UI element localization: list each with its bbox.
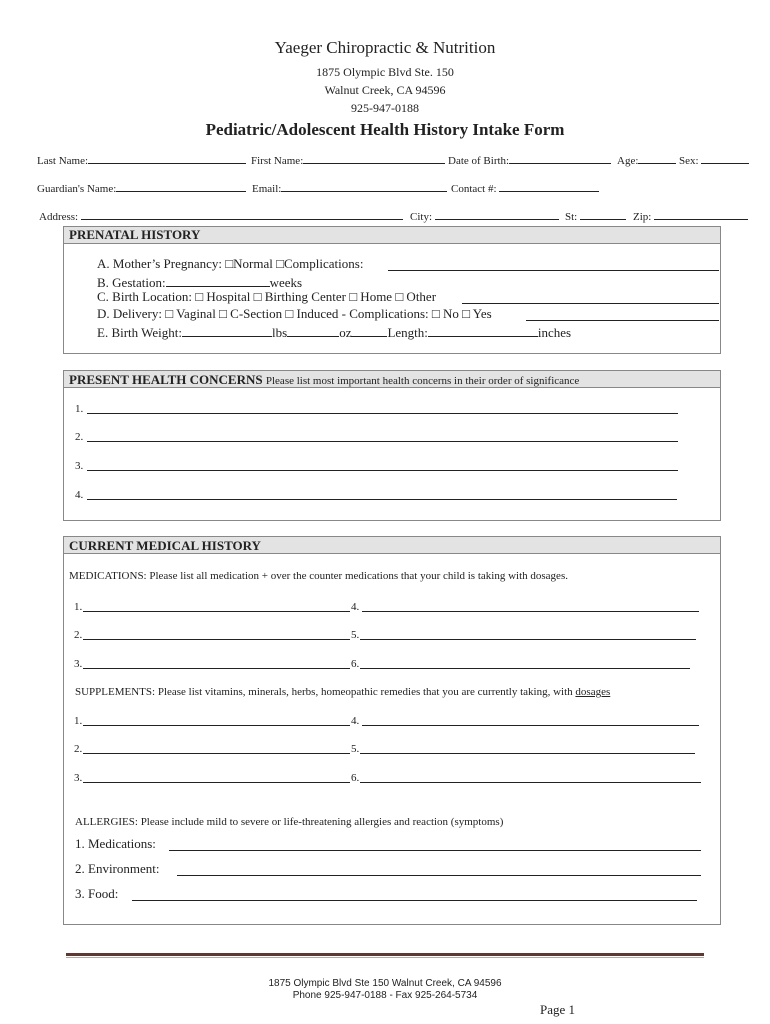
- form-title: Pediatric/Adolescent Health History Intake Form: [205, 120, 565, 139]
- medication-4-line[interactable]: [362, 611, 699, 612]
- practice-address-line1: 1875 Olympic Blvd Ste. 150: [316, 65, 454, 79]
- allergy-food-line[interactable]: [132, 900, 697, 901]
- medication-number: 4.: [351, 601, 360, 613]
- medication-number: 2.: [74, 629, 83, 641]
- practice-name: Yaeger Chiropractic & Nutrition: [274, 38, 496, 57]
- sex-label: Sex:: [679, 155, 699, 167]
- health-concerns-title: [69, 372, 579, 388]
- last-name-field[interactable]: [37, 153, 246, 167]
- supplements-dosages: dosages: [575, 686, 611, 698]
- supplements-note-text: SUPPLEMENTS: Please list vitamins, minerals, herbs, homeopathic remedies that you are currently taking, with: [75, 686, 573, 698]
- supplement-5-line[interactable]: [360, 753, 695, 754]
- inches-label: inches: [537, 325, 572, 340]
- age-label: Age:: [617, 155, 639, 167]
- zip-field[interactable]: [633, 209, 748, 223]
- dob-label: Date of Birth:: [448, 155, 510, 167]
- birth-weight-label: E. Birth Weight:: [97, 325, 183, 340]
- contact-label: Contact #:: [451, 183, 497, 195]
- lbs-label: lbs: [272, 325, 288, 340]
- concern-number: 2.: [75, 431, 84, 443]
- health-concerns-subtitle: Please list most important health concerns in their order of significance: [265, 375, 580, 387]
- supplement-number: 4.: [351, 715, 360, 727]
- birth-location-other-line[interactable]: [462, 303, 719, 304]
- allergy-food-label: 3. Food:: [75, 886, 119, 901]
- page-number: Page 1: [540, 1002, 576, 1017]
- birth-location-row[interactable]: C. Birth Location: □ Hospital □ Birthing Center □ Home □ Other: [97, 289, 437, 304]
- medication-5-line[interactable]: [360, 639, 696, 640]
- state-label: St:: [565, 211, 578, 223]
- practice-address-line2: Walnut Creek, CA 94596: [324, 83, 446, 97]
- supplement-1-line[interactable]: [83, 725, 350, 726]
- delivery-row[interactable]: D. Delivery: □ Vaginal □ C-Section □ Induced - Complications: □ No □ Yes: [97, 306, 492, 321]
- supplement-2-line[interactable]: [83, 753, 350, 754]
- supplement-number: 3.: [74, 772, 83, 784]
- address-label: Address:: [39, 211, 79, 223]
- supplement-number: 6.: [351, 772, 360, 784]
- email-label: Email:: [252, 183, 282, 195]
- concern-number: 3.: [75, 460, 84, 472]
- allergy-medications-label: 1. Medications:: [75, 836, 156, 851]
- concern-4-line[interactable]: [87, 499, 677, 500]
- practice-phone: 925-947-0188: [351, 101, 419, 115]
- concern-1-line[interactable]: [87, 413, 678, 414]
- supplement-number: 5.: [351, 743, 360, 755]
- city-label: City:: [410, 211, 433, 223]
- guardian-label: Guardian's Name:: [37, 183, 117, 195]
- medication-number: 5.: [351, 629, 360, 641]
- allergy-environment-label: 2. Environment:: [75, 861, 160, 876]
- email-field[interactable]: [252, 181, 447, 195]
- state-field[interactable]: [565, 209, 626, 223]
- concern-3-line[interactable]: [87, 470, 678, 471]
- concern-2-line[interactable]: [87, 441, 678, 442]
- medication-6-line[interactable]: [360, 668, 690, 669]
- sex-field[interactable]: [679, 153, 749, 167]
- concern-number: 4.: [75, 489, 84, 501]
- birth-weight-row[interactable]: [97, 325, 571, 341]
- medications-note: MEDICATIONS: Please list all medication + over the counter medications that your child is taking with dosages.: [69, 570, 568, 582]
- medication-number: 1.: [74, 601, 83, 613]
- medical-history-section: [63, 536, 721, 925]
- normal-checkbox[interactable]: □: [225, 256, 234, 271]
- medication-1-line[interactable]: [83, 611, 350, 612]
- dob-field[interactable]: [448, 153, 611, 167]
- last-name-label: Last Name:: [37, 155, 89, 167]
- complications-label: Complications:: [283, 256, 364, 271]
- medication-3-line[interactable]: [83, 668, 350, 669]
- gestation-label: B. Gestation:: [97, 275, 166, 290]
- footer-rule-shadow: [66, 957, 704, 958]
- length-label: Length:: [387, 325, 428, 340]
- supplement-4-line[interactable]: [362, 725, 699, 726]
- prenatal-section-title: PRENATAL HISTORY: [69, 227, 201, 242]
- first-name-field[interactable]: [251, 153, 445, 167]
- health-concerns-title-text: PRESENT HEALTH CONCERNS: [69, 372, 263, 387]
- medication-number: 3.: [74, 658, 83, 670]
- supplements-note: [75, 686, 610, 698]
- normal-label: Normal: [233, 256, 273, 271]
- supplement-number: 2.: [74, 743, 83, 755]
- medical-history-title: CURRENT MEDICAL HISTORY: [69, 538, 261, 553]
- city-field[interactable]: [410, 209, 559, 223]
- footer-address: 1875 Olympic Blvd Ste 150 Walnut Creek, CA 94596: [268, 978, 502, 989]
- footer-rule: [66, 953, 704, 956]
- medication-2-line[interactable]: [83, 639, 350, 640]
- supplement-6-line[interactable]: [360, 782, 701, 783]
- address-field[interactable]: [39, 209, 403, 223]
- supplement-number: 1.: [74, 715, 83, 727]
- mothers-pregnancy-label: A. Mother’s Pregnancy:: [97, 256, 223, 271]
- complications-checkbox[interactable]: □: [276, 256, 284, 271]
- complications-line[interactable]: [388, 270, 719, 271]
- gestation-unit: weeks: [269, 275, 303, 290]
- contact-field[interactable]: [451, 181, 599, 195]
- first-name-label: First Name:: [251, 155, 304, 167]
- footer-phone-fax: Phone 925-947-0188 - Fax 925-264-5734: [292, 990, 478, 1001]
- mothers-pregnancy-row: [97, 256, 363, 272]
- allergy-medications-line[interactable]: [169, 850, 701, 851]
- concern-number: 1.: [75, 403, 84, 415]
- age-field[interactable]: [617, 153, 676, 167]
- supplement-3-line[interactable]: [83, 782, 350, 783]
- zip-label: Zip:: [633, 211, 652, 223]
- medication-number: 6.: [351, 658, 360, 670]
- allergy-environment-line[interactable]: [177, 875, 701, 876]
- oz-label: oz: [339, 325, 352, 340]
- allergies-note: ALLERGIES: Please include mild to severe or life-threatening allergies and reaction (symptoms): [75, 816, 504, 828]
- guardian-field[interactable]: [37, 181, 246, 195]
- delivery-complications-line[interactable]: [526, 320, 719, 321]
